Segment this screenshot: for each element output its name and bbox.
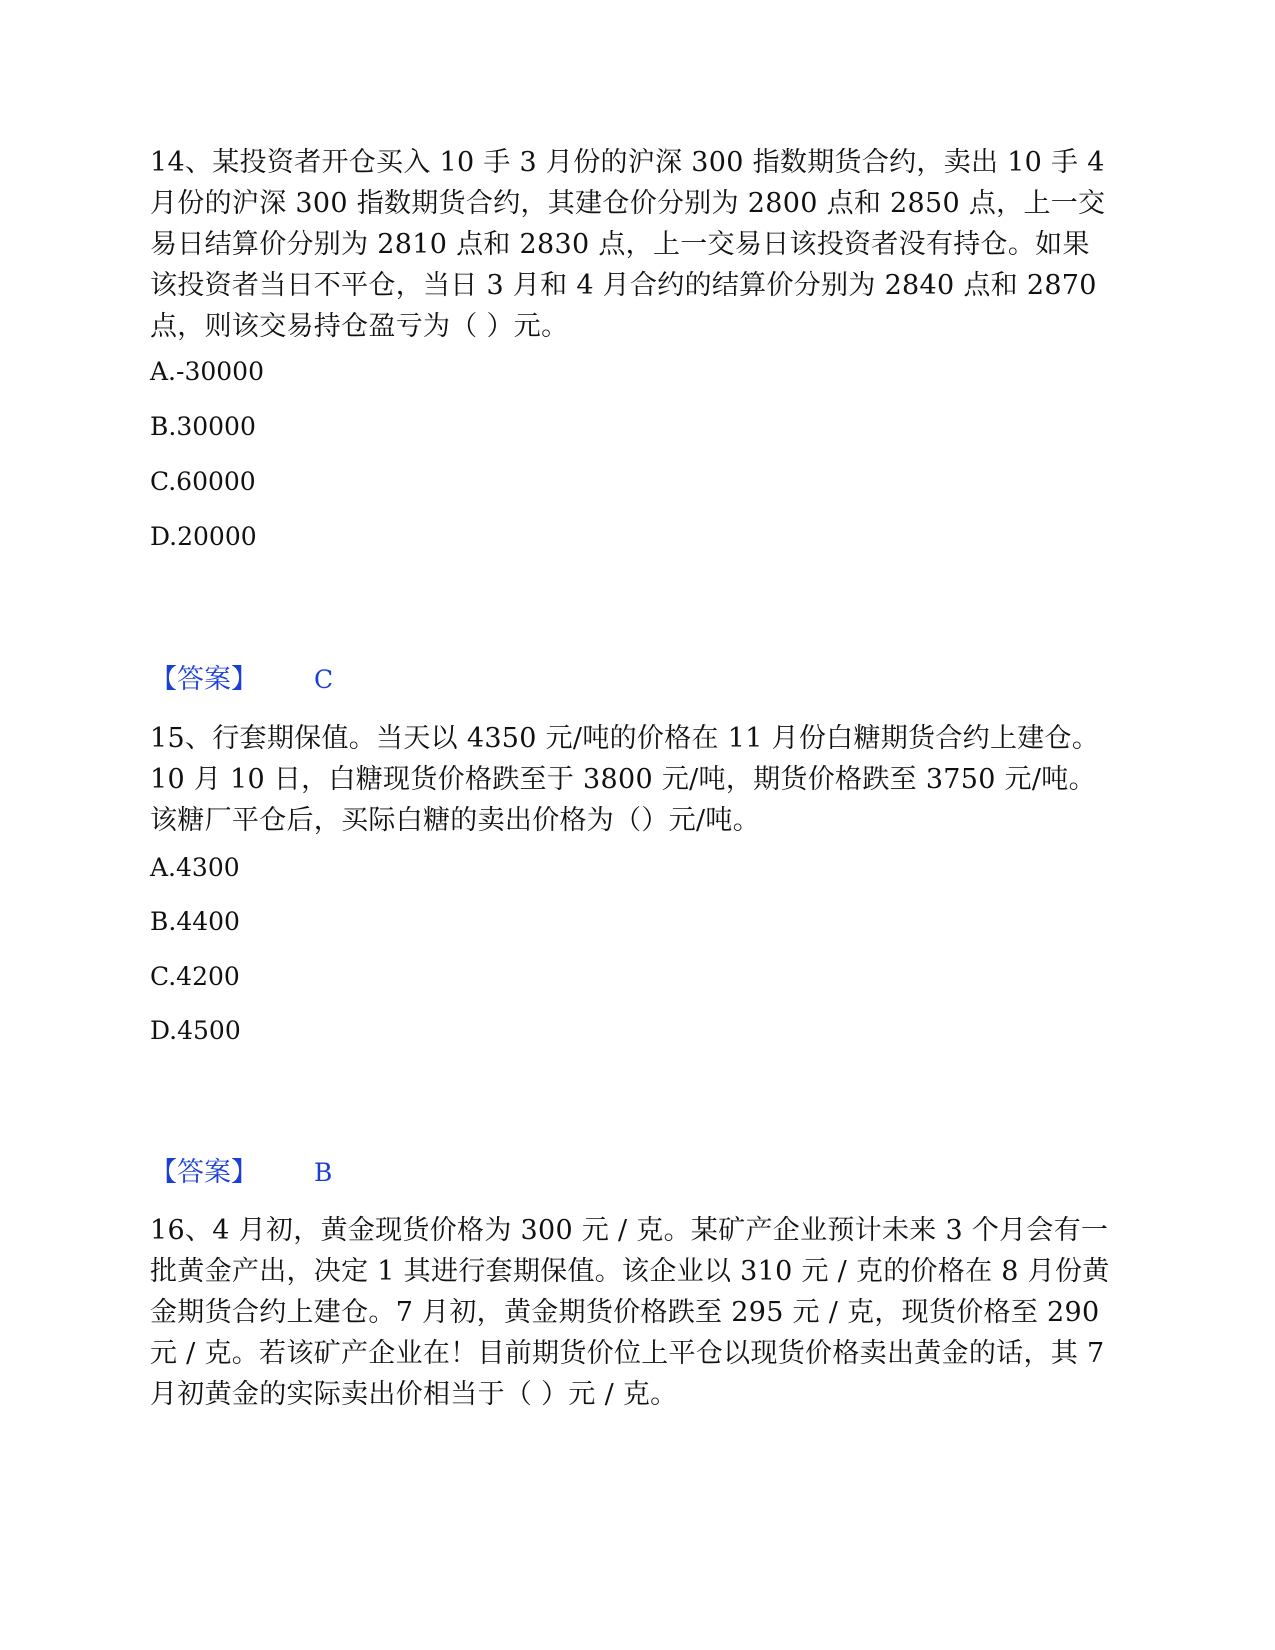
question-14-stem: 14、某投资者开仓买入 10 手 3 月份的沪深 300 指数期货合约，卖出 10 手 4 月份的沪深 300 指数期货合约，其建仓价分别为 2800 点和 2850 点，上一交易日结算价分别为 2810 点和 2830 点，上一交易日该投资者没有持仓。如果该投资者当日不平仓，当日 3 月和 4 月合约的结算价分别为 2840 点和 2870 点，则该交易持仓盈亏为（ ）元。 xyxy=(150,147,1106,342)
answer-value: C xyxy=(314,665,334,694)
answer-value: B xyxy=(314,1158,333,1187)
question-15-option-c: C.4200 xyxy=(150,962,240,991)
question-15-stem: 15、行套期保值。当天以 4350 元/吨的价格在 11 月份白糖期货合约上建仓。10 月 10 日，白糖现货价格跌至于 3800 元/吨，期货价格跌至 3750 元/吨。该糖厂平仓后，买际白糖的卖出价格为（）元/吨。 xyxy=(150,723,1100,836)
question-15-option-d: D.4500 xyxy=(150,1016,241,1045)
question-14 xyxy=(150,142,1110,347)
answer-label: 【答案】 xyxy=(150,1157,258,1188)
question-16-stem: 16、4 月初，黄金现货价格为 300 元 / 克。某矿产企业预计未来 3 个月会有一批黄金产出，决定 1 其进行套期保值。该企业以 310 元 / 克的价格在 8 月份黄金期货合约上建仓。7 月初，黄金期货价格跌至 295 元 / 克，现货价格至 290 元 / 克。若该矿产企业在！目前期货价位上平仓以现货价格卖出黄金的话，其 7 月初黄金的实际卖出价相当于（ ）元 / 克。 xyxy=(150,1215,1110,1410)
answer-label: 【答案】 xyxy=(150,664,258,695)
question-14-answer xyxy=(150,664,333,696)
question-14-option-a: A.-30000 xyxy=(150,357,264,386)
question-16 xyxy=(150,1210,1110,1415)
question-14-option-d: D.20000 xyxy=(150,522,257,551)
question-14-option-c: C.60000 xyxy=(150,467,256,496)
question-15-answer xyxy=(150,1157,332,1189)
question-14-option-b: B.30000 xyxy=(150,412,256,441)
question-15 xyxy=(150,718,1110,841)
question-15-option-a: A.4300 xyxy=(150,853,240,882)
question-15-option-b: B.4400 xyxy=(150,907,240,936)
